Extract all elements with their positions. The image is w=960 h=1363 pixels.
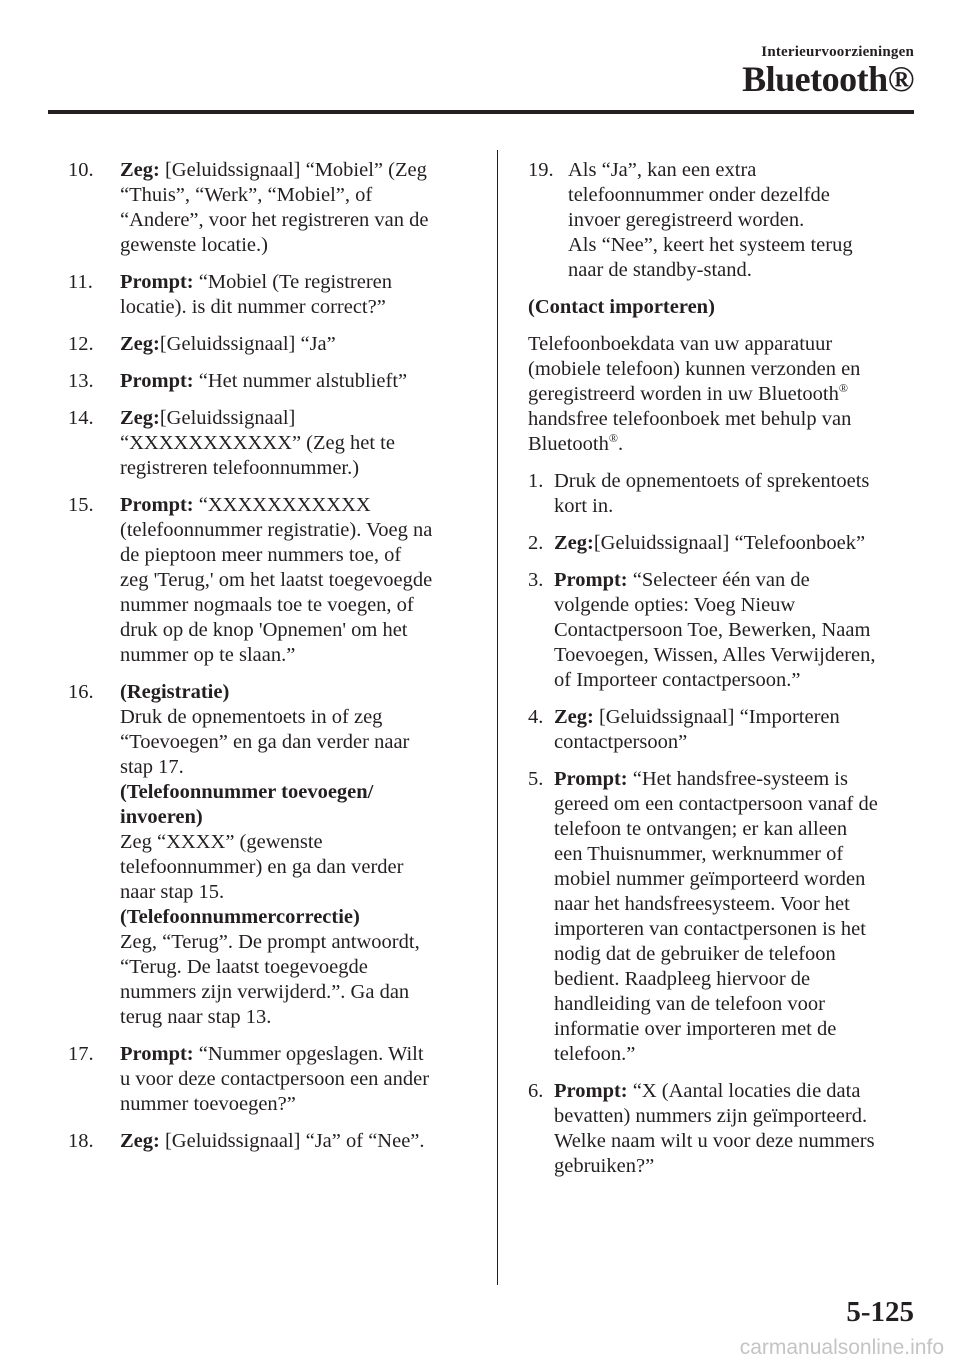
step-line: kort in.	[554, 495, 614, 517]
step-11	[68, 270, 478, 320]
step-line: nummer op te slaan.”	[120, 644, 296, 666]
intro-line: Telefoonboekdata van uw apparatuur	[528, 333, 833, 355]
step-number: 14.	[68, 407, 94, 429]
step-label: Prompt:	[120, 271, 194, 293]
step-line: “Het handsfree-systeem is	[632, 768, 848, 790]
step-line: gewenste locatie.)	[120, 234, 268, 256]
right-column	[528, 158, 923, 1191]
step-line: telefoon.”	[554, 1043, 636, 1065]
step-line: gebruiken?”	[554, 1155, 655, 1177]
step-line: nummers zijn verwijderd.”. Ga dan	[120, 981, 410, 1003]
step-line: stap 17.	[120, 756, 184, 778]
step-line: gereed om een contactpersoon vanaf de	[554, 793, 878, 815]
import-step-4	[528, 705, 923, 755]
step-10	[68, 158, 478, 258]
sub-heading: (Telefoonnummercorrectie)	[120, 906, 360, 928]
step-line: “Thuis”, “Werk”, “Mobiel”, of	[120, 184, 373, 206]
step-label: Zeg:	[120, 1130, 160, 1152]
step-line: Contactpersoon Toe, Bewerken, Naam	[554, 619, 871, 641]
step-line: naar het handsfreesysteem. Voor het	[554, 893, 850, 915]
step-text	[554, 568, 923, 693]
step-line: “X (Aantal locaties die data	[632, 1080, 861, 1102]
step-number: 16.	[68, 681, 94, 703]
step-13	[68, 369, 478, 394]
step-15	[68, 493, 478, 668]
step-number: 4.	[528, 706, 544, 728]
step-line: [Geluidssignaal]	[159, 407, 296, 429]
watermark: carmanualsonline.info	[739, 1336, 944, 1359]
step-17	[68, 1042, 478, 1117]
step-line: bedient. Raadpleeg hiervoor de	[554, 968, 811, 990]
step-line: Welke naam wilt u voor deze nummers	[554, 1130, 875, 1152]
step-number: 5.	[528, 768, 544, 790]
step-text	[120, 332, 478, 357]
step-label: Zeg:	[120, 333, 160, 355]
step-line: importeren van contactpersonen is het	[554, 918, 866, 940]
step-line: Zeg “XXXX” (gewenste	[120, 831, 323, 853]
step-line: contactpersoon”	[554, 731, 688, 753]
step-text	[554, 767, 923, 1067]
step-label: Prompt:	[554, 569, 628, 591]
step-line: Als “Nee”, keert het systeem terug	[568, 234, 853, 256]
step-line: “Het nummer alstublieft”	[198, 370, 408, 392]
step-label: Zeg:	[554, 532, 594, 554]
step-line: [Geluidssignaal] “Importeren	[598, 706, 840, 728]
step-line: Druk de opnementoets of sprekentoets	[554, 470, 870, 492]
step-label: Zeg:	[120, 159, 160, 181]
step-text	[554, 469, 923, 519]
step-line: een Thuisnummer, werknummer of	[554, 843, 844, 865]
step-line: “Andere”, voor het registreren van de	[120, 209, 429, 231]
step-line: informatie over importeren met de	[554, 1018, 837, 1040]
page-number: 5-125	[846, 1296, 914, 1328]
step-text	[120, 1042, 478, 1117]
step-text	[120, 1129, 478, 1154]
step-number: 15.	[68, 494, 94, 516]
step-line: registreren telefoonnummer.)	[120, 457, 360, 479]
step-line: mobiel nummer geïmporteerd worden	[554, 868, 866, 890]
step-line: terug naar stap 13.	[120, 1006, 272, 1028]
step-number: 2.	[528, 532, 544, 554]
import-step-3	[528, 568, 923, 693]
step-number: 18.	[68, 1130, 94, 1152]
step-number: 3.	[528, 569, 544, 591]
step-line: bevatten) nummers zijn geïmporteerd.	[554, 1105, 868, 1127]
step-line: “Terug. De laatst toegevoegde	[120, 956, 368, 978]
step-label: Prompt:	[554, 768, 628, 790]
step-line: “XXXXXXXXXXX” (Zeg het te	[120, 432, 395, 454]
intro-line: geregistreerd worden in uw Bluetooth	[528, 383, 839, 405]
step-text	[120, 369, 478, 394]
step-12	[68, 332, 478, 357]
step-number: 19.	[528, 159, 554, 181]
step-line: “Nummer opgeslagen. Wilt	[198, 1043, 424, 1065]
sub-heading: (Telefoonnummer toevoegen/	[120, 781, 374, 803]
step-line: [Geluidssignaal] “Telefoonboek”	[593, 532, 866, 554]
step-line: u voor deze contactpersoon een ander	[120, 1068, 430, 1090]
section-heading	[528, 295, 923, 320]
step-text	[120, 493, 478, 668]
step-number: 13.	[68, 370, 94, 392]
step-text	[120, 680, 478, 1030]
left-column	[68, 158, 478, 1166]
step-line: Druk de opnementoets in of zeg	[120, 706, 383, 728]
import-step-5	[528, 767, 923, 1067]
step-line: “Toevoegen” en ga dan verder naar	[120, 731, 410, 753]
intro-line: (mobiele telefoon) kunnen verzonden en	[528, 358, 861, 380]
step-text	[554, 705, 923, 755]
step-line: “Selecteer één van de	[632, 569, 810, 591]
step-label: Prompt:	[120, 1043, 194, 1065]
step-number: 12.	[68, 333, 94, 355]
step-text	[120, 406, 478, 481]
step-number: 1.	[528, 470, 544, 492]
step-line: druk op de knop 'Opnemen' om het	[120, 619, 408, 641]
header-section: Interieurvoorzieningen	[761, 44, 914, 60]
intro-period: .	[617, 433, 624, 455]
step-line: nummer nogmaals toe te voegen, of	[120, 594, 414, 616]
step-number: 10.	[68, 159, 94, 181]
step-line: volgende opties: Voeg Nieuw	[554, 594, 796, 616]
step-line: naar de standby-stand.	[568, 259, 752, 281]
header-rule	[48, 110, 914, 114]
step-line: Als “Ja”, kan een extra	[568, 159, 757, 181]
step-text	[568, 158, 923, 283]
column-divider	[497, 150, 498, 1285]
step-label: Prompt:	[120, 370, 194, 392]
section-heading-text: (Contact importeren)	[528, 296, 715, 318]
import-step-1	[528, 469, 923, 519]
step-line: naar stap 15.	[120, 881, 225, 903]
intro-line: Bluetooth	[528, 433, 609, 455]
step-text	[554, 531, 923, 556]
intro-paragraph	[528, 332, 923, 457]
step-line: Zeg, “Terug”. De prompt antwoordt,	[120, 931, 420, 953]
step-16	[68, 680, 478, 1030]
step-line: nummer toevoegen?”	[120, 1093, 296, 1115]
step-number: 17.	[68, 1043, 94, 1065]
page-title: Bluetooth®	[742, 59, 914, 99]
step-line: [Geluidssignaal] “Mobiel” (Zeg	[164, 159, 427, 181]
step-line: [Geluidssignaal] “Ja” of “Nee”.	[164, 1130, 425, 1152]
step-number: 11.	[68, 271, 93, 293]
step-line: Toevoegen, Wissen, Alles Verwijderen,	[554, 644, 876, 666]
step-text	[554, 1079, 923, 1179]
step-line: “XXXXXXXXXXX	[198, 494, 371, 516]
step-text	[120, 158, 478, 258]
step-19	[528, 158, 923, 283]
step-line: of Importeer contactpersoon.”	[554, 669, 801, 691]
step-label: Prompt:	[554, 1080, 628, 1102]
step-line: locatie). is dit nummer correct?”	[120, 296, 386, 318]
import-step-6	[528, 1079, 923, 1179]
step-label: Zeg:	[554, 706, 594, 728]
registered-mark: ®	[608, 431, 618, 446]
step-line: handleiding van de telefoon voor	[554, 993, 825, 1015]
step-label: Zeg:	[120, 407, 160, 429]
registered-mark: ®	[838, 381, 848, 396]
step-line: zeg 'Terug,' om het laatst toegevoegde	[120, 569, 433, 591]
step-number: 6.	[528, 1080, 544, 1102]
step-line: telefoonnummer onder dezelfde	[568, 184, 830, 206]
step-line: de pieptoon meer nummers toe, of	[120, 544, 402, 566]
step-line: (telefoonnummer registratie). Voeg na	[120, 519, 433, 541]
step-label: (Registratie)	[120, 681, 230, 703]
step-line: telefoon te ontvangen; er kan alleen	[554, 818, 848, 840]
step-18	[68, 1129, 478, 1154]
intro-line: handsfree telefoonboek met behulp van	[528, 408, 852, 430]
step-line: nodig dat de gebruiker de telefoon	[554, 943, 836, 965]
step-line: telefoonnummer) en ga dan verder	[120, 856, 404, 878]
step-text	[120, 270, 478, 320]
step-line: “Mobiel (Te registreren	[198, 271, 392, 293]
import-step-2	[528, 531, 923, 556]
step-line: [Geluidssignaal] “Ja”	[159, 333, 336, 355]
step-line: invoer geregistreerd worden.	[568, 209, 805, 231]
step-label: Prompt:	[120, 494, 194, 516]
step-14	[68, 406, 478, 481]
sub-heading: invoeren)	[120, 806, 203, 828]
